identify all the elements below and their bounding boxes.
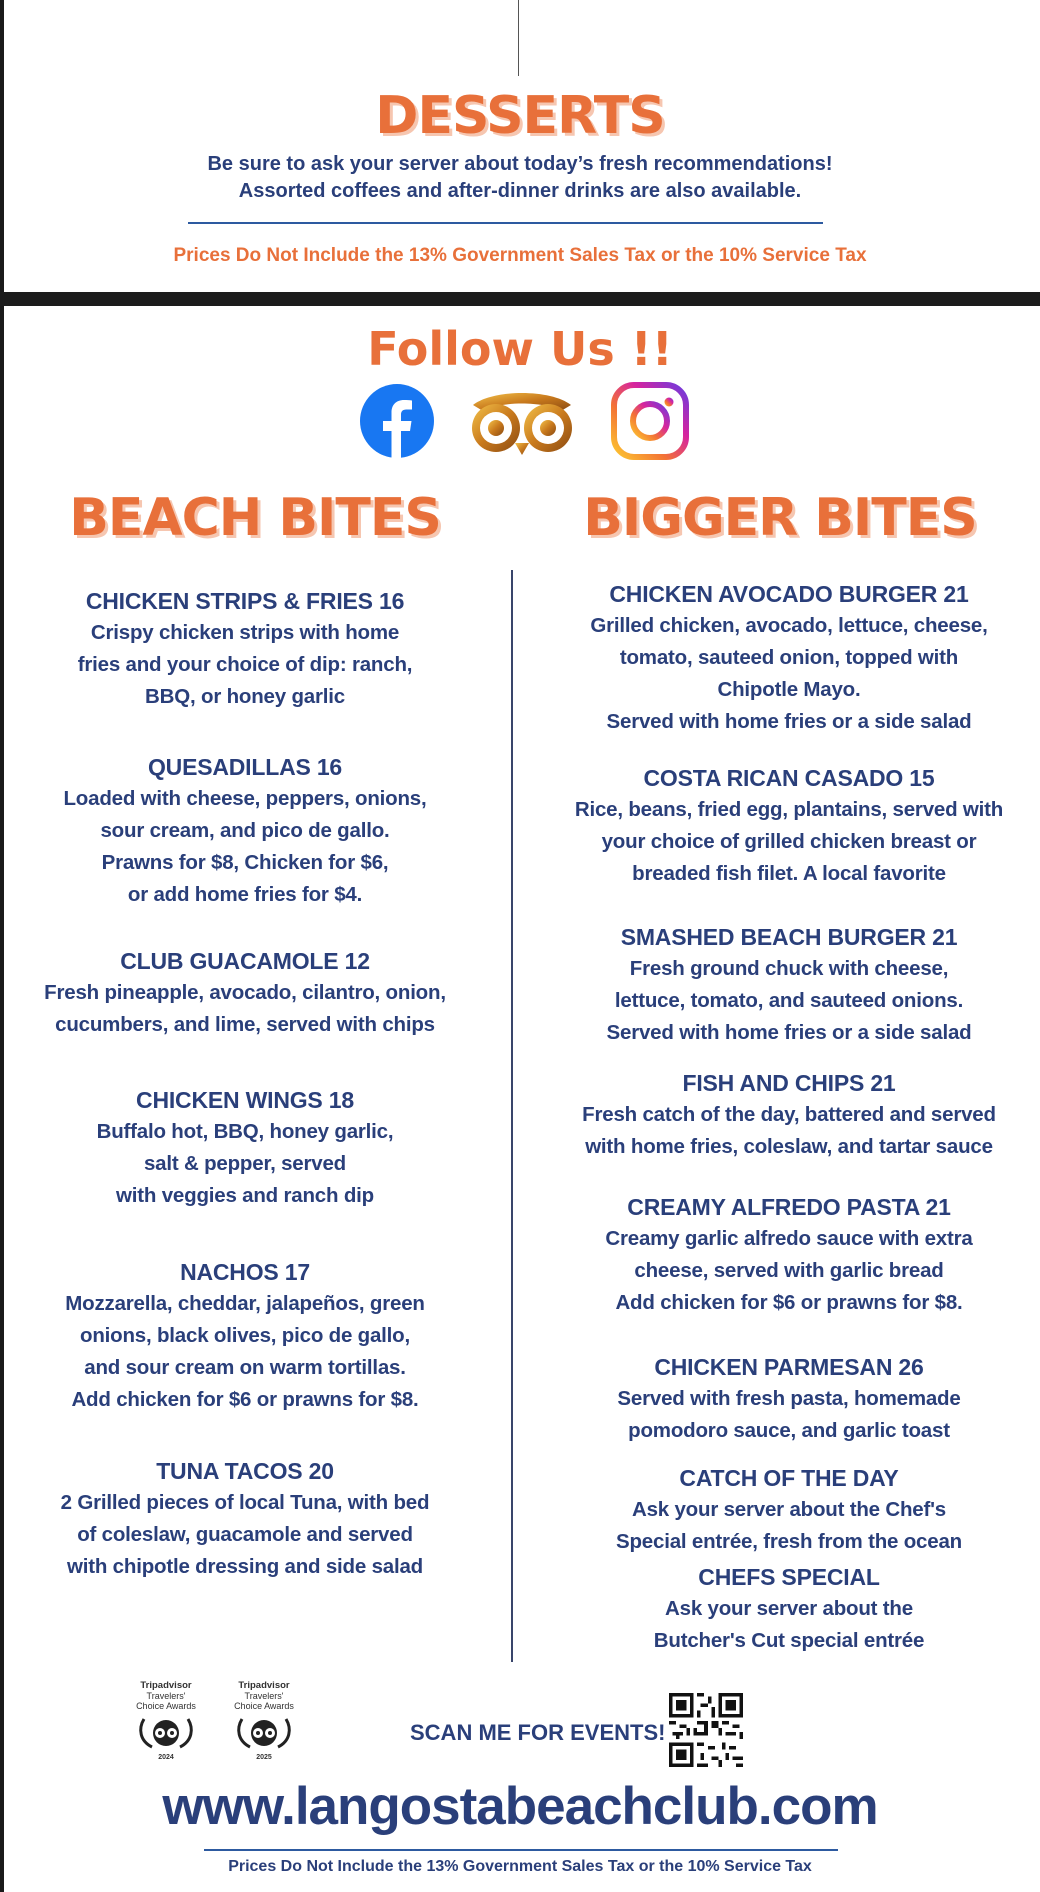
desserts-rule (188, 222, 823, 224)
instagram-icon[interactable] (611, 382, 689, 465)
menu-item-desc: Grilled chicken, avocado, lettuce, cheese, tomato, sauteed onion, topped with Chipotle Mayo. Served with home fries or a side salad (590, 614, 988, 733)
menu-item-name: CHICKEN STRIPS & FRIES 16 (85, 588, 405, 614)
menu-item-name: NACHOS 17 (180, 1259, 310, 1285)
laurel-owl-icon (232, 1711, 296, 1751)
menu-item-chicken-wings (25, 1084, 465, 1212)
award-year: 2025 (256, 1754, 272, 1761)
menu-item-desc: Creamy garlic alfredo sauce with extra cheese, served with garlic bread Add chicken for $6 or prawns for $8. (605, 1227, 973, 1314)
menu-item-desc: Loaded with cheese, peppers, onions, sour cream, and pico de gallo. Prawns for $8, Chicken for $6, or add home fries for $4. (63, 787, 427, 906)
menu-item-name: CHICKEN AVOCADO BURGER 21 (609, 581, 969, 607)
menu-item-chefs-special (562, 1561, 1016, 1657)
menu-item-desc: Fresh pineapple, avocado, cilantro, onion, cucumbers, and lime, served with chips (44, 981, 446, 1036)
scan-me-label: SCAN ME FOR EVENTS! (410, 1720, 666, 1745)
menu-item-desc: 2 Grilled pieces of local Tuna, with bed of coleslaw, guacamole and served with chipotle dressing and side salad (60, 1491, 430, 1578)
qr-code-icon[interactable] (669, 1693, 743, 1772)
menu-item-name: COSTA RICAN CASADO 15 (643, 765, 935, 791)
menu-item-chicken-strips (25, 585, 465, 713)
footer-rule (204, 1849, 838, 1851)
menu-item-fish-and-chips (562, 1067, 1016, 1163)
award-brand: Tripadvisor (238, 1680, 290, 1691)
website-link[interactable]: www.langostabeachclub.com (162, 1777, 878, 1836)
footer-tax-note: Prices Do Not Include the 13% Government Sales Tax or the 10% Service Tax (228, 1858, 812, 1875)
laurel-owl-icon (134, 1711, 198, 1751)
travelers-choice-award-2024 (126, 1681, 206, 1763)
desserts-line-1: Be sure to ask your server about today’s fresh recommendations! (207, 153, 833, 175)
menu-item-name: CHICKEN WINGS 18 (136, 1087, 354, 1113)
menu-item-name: CHICKEN PARMESAN 26 (654, 1354, 924, 1380)
menu-item-chicken-avocado-burger (562, 578, 1016, 738)
tripadvisor-icon[interactable] (463, 383, 581, 464)
menu-item-desc: Mozzarella, cheddar, jalapeños, green onions, black olives, pico de gallo, and sour cream on warm tortillas. Add chicken for $6 or prawns for $8. (65, 1292, 425, 1411)
bigger-bites-title: BIGGER BITES (583, 488, 977, 548)
menu-item-desc: Fresh ground chuck with cheese, lettuce, tomato, and sauteed onions. Served with home fries or a side salad (606, 957, 972, 1044)
menu-item-name: CREAMY ALFREDO PASTA 21 (627, 1194, 951, 1220)
menu-item-desc: Ask your server about the Chef's Special entrée, fresh from the ocean (616, 1498, 962, 1553)
menu-item-catch-of-the-day (562, 1462, 1016, 1558)
menu-item-desc: Buffalo hot, BBQ, honey garlic, salt & pepper, served with veggies and ranch dip (96, 1120, 394, 1207)
menu-item-chicken-parmesan (562, 1351, 1016, 1447)
desserts-line-2: Assorted coffees and after-dinner drinks are also available. (238, 180, 802, 202)
beach-bites-title: BEACH BITES (69, 488, 441, 548)
menu-item-creamy-alfredo-pasta (562, 1191, 1016, 1319)
top-divider-line (518, 0, 519, 76)
travelers-choice-award-2025 (224, 1681, 304, 1763)
award-line-2: Choice Awards (234, 1701, 294, 1711)
menu-item-desc: Crispy chicken strips with home fries and your choice of dip: ranch, BBQ, or honey garlic (77, 621, 413, 708)
menu-item-name: CHEFS SPECIAL (698, 1564, 880, 1590)
menu-item-name: CLUB GUACAMOLE 12 (120, 948, 370, 974)
desserts-tax-note: Prices Do Not Include the 13% Government Sales Tax or the 10% Service Tax (173, 245, 867, 266)
award-year: 2024 (158, 1754, 174, 1761)
column-divider (511, 570, 513, 1662)
menu-item-tuna-tacos (25, 1455, 465, 1583)
black-separator (0, 292, 1040, 306)
menu-item-costa-rican-casado (562, 762, 1016, 890)
award-line-1: Travelers' (146, 1691, 186, 1701)
award-line-1: Travelers' (244, 1691, 284, 1701)
follow-us-title: Follow Us !! (367, 322, 673, 376)
award-line-2: Choice Awards (136, 1701, 196, 1711)
menu-item-quesadillas (25, 751, 465, 911)
award-brand: Tripadvisor (140, 1680, 192, 1691)
menu-item-name: TUNA TACOS 20 (156, 1458, 334, 1484)
menu-item-desc: Fresh catch of the day, battered and served with home fries, coleslaw, and tartar sauce (582, 1103, 996, 1158)
menu-item-name: CATCH OF THE DAY (679, 1465, 899, 1491)
menu-item-desc: Rice, beans, fried egg, plantains, served with your choice of grilled chicken breast or breaded fish filet. A local favorite (574, 798, 1004, 885)
facebook-icon[interactable] (359, 383, 435, 464)
menu-item-name: FISH AND CHIPS 21 (682, 1070, 896, 1096)
menu-item-name: QUESADILLAS 16 (147, 754, 342, 780)
menu-item-nachos (25, 1256, 465, 1416)
menu-item-smashed-beach-burger (562, 921, 1016, 1049)
menu-item-desc: Ask your server about the Butcher's Cut special entrée (653, 1597, 925, 1652)
menu-item-club-guacamole (25, 945, 465, 1041)
menu-item-desc: Served with fresh pasta, homemade pomodoro sauce, and garlic toast (617, 1387, 961, 1442)
menu-item-name: SMASHED BEACH BURGER 21 (620, 924, 958, 950)
desserts-title: DESSERTS (375, 86, 665, 146)
